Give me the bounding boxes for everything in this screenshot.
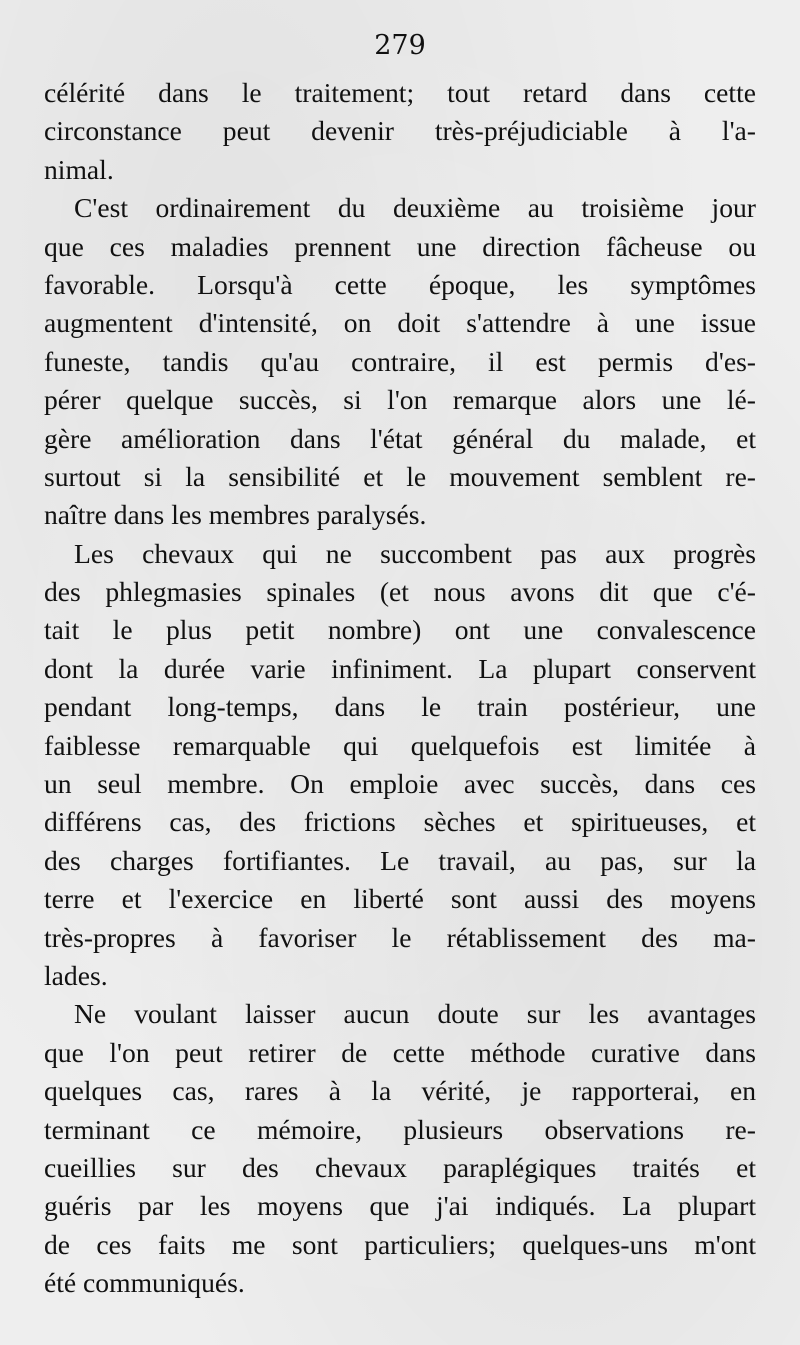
text-line: surtout si la sensibilité et le mouvement semblent re-	[44, 460, 756, 492]
text-line: des charges fortifiantes. Le travail, au pas, sur la	[44, 844, 756, 876]
text-line: quelques cas, rares à la vérité, je rapporterai, en	[44, 1075, 756, 1107]
text-line: circonstance peut devenir très-préjudiciable à l'a-	[44, 115, 756, 147]
text-line: que l'on peut retirer de cette méthode curative dans	[44, 1036, 756, 1068]
paragraph	[44, 189, 756, 535]
text-line: gère amélioration dans l'état général du malade, et	[44, 422, 756, 454]
text-line: guéris par les moyens que j'ai indiqués. La plupart	[44, 1190, 756, 1222]
text-line: très-propres à favoriser le rétablissement des ma-	[44, 921, 756, 953]
text-line: pendant long-temps, dans le train postérieur, une	[44, 691, 756, 723]
text-line: célérité dans le traitement; tout retard dans cette	[44, 77, 756, 108]
paragraph	[44, 74, 756, 189]
text-line: naître dans les membres paralysés.	[44, 499, 427, 531]
text-line: pérer quelque succès, si l'on remarque alors une lé-	[44, 384, 756, 416]
text-line: des phlegmasies spinales (et nous avons dit que c'é-	[44, 576, 756, 608]
text-line: dont la durée varie infiniment. La plupart conservent	[44, 652, 756, 684]
text-line: de ces faits me sont particuliers; quelques-uns m'ont	[44, 1228, 756, 1260]
text-line: tait le plus petit nombre) ont une convalescence	[44, 614, 756, 646]
text-line: terminant ce mémoire, plusieurs observations re-	[44, 1113, 756, 1145]
text-line: été communiqués.	[44, 1267, 245, 1299]
text-line: faiblesse remarquable qui quelquefois est limitée à	[44, 729, 756, 761]
body-text	[44, 74, 756, 1303]
text-line: que ces maladies prennent une direction fâcheuse ou	[44, 230, 756, 262]
paragraph	[44, 535, 756, 996]
text-line: un seul membre. On emploie avec succès, dans ces	[44, 768, 756, 800]
text-line: augmentent d'intensité, on doit s'attendre à une issue	[44, 307, 756, 339]
text-line: terre et l'exercice en liberté sont aussi des moyens	[44, 883, 756, 915]
text-line: C'est ordinairement du deuxième au troisième jour	[74, 192, 756, 224]
text-line: cueillies sur des chevaux paraplégiques traités et	[44, 1151, 756, 1183]
text-line: funeste, tandis qu'au contraire, il est permis d'es-	[44, 345, 756, 377]
text-line: nimal.	[44, 153, 114, 185]
text-line: lades.	[44, 959, 108, 991]
text-line: Ne voulant laisser aucun doute sur les avantages	[74, 998, 756, 1030]
text-line: différens cas, des frictions sèches et spiritueuses, et	[44, 806, 756, 838]
text-line: favorable. Lorsqu'à cette époque, les symptômes	[44, 268, 756, 300]
text-line: Les chevaux qui ne succombent pas aux progrès	[74, 537, 756, 569]
page-number: 279	[374, 30, 426, 61]
paragraph	[44, 995, 756, 1302]
